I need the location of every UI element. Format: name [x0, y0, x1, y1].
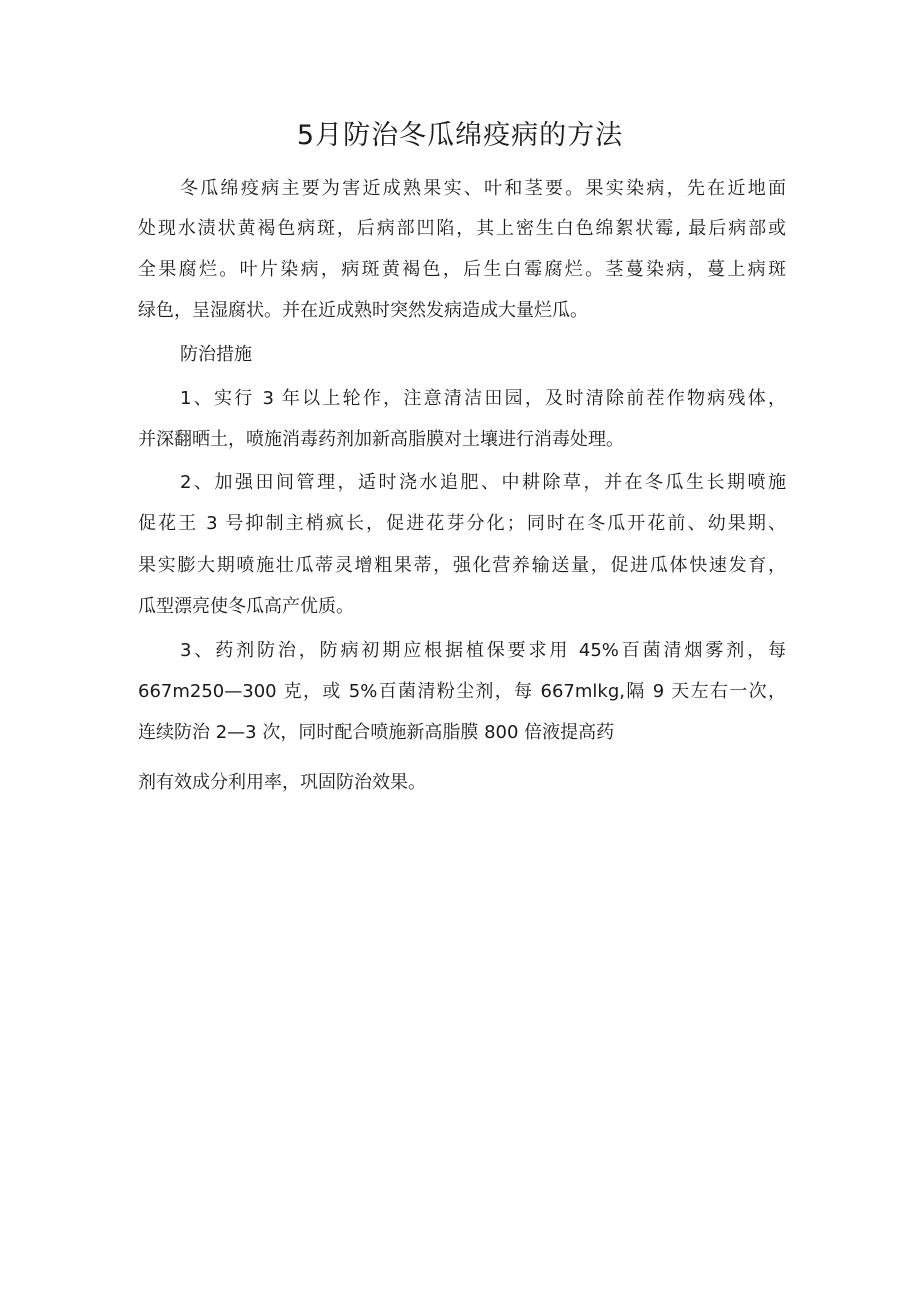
measure-3-line: 连续防治 2—3 次，同时配合喷施新高脂膜 800 倍液提高药: [138, 722, 615, 743]
intro-line: 冬瓜绵疫病主要为害近成熟果实、叶和茎要。果实染病，先在近地面: [180, 178, 786, 199]
measure-1-line: 并深翻晒土，喷施消毒药剂加新高脂膜对土壤进行消毒处理。: [138, 429, 624, 450]
intro-line: 全果腐烂。叶片染病，病斑黄褐色，后生白霉腐烂。茎蔓染病，蔓上病斑: [138, 259, 786, 280]
section-heading: 防治措施: [180, 344, 252, 365]
document-title: 5月防治冬瓜绵疫病的方法: [296, 120, 624, 151]
measure-3-line: 3、药剂防治，防病初期应根据植保要求用 45%百菌清烟雾剂，每: [180, 640, 786, 661]
measure-2-line: 果实膨大期喷施壮瓜蒂灵增粗果蒂，强化营养输送量，促进瓜体快速发育，: [138, 555, 786, 576]
measure-1-line: 1、实行 3 年以上轮作，注意清洁田园，及时清除前茬作物病残体，: [180, 388, 786, 409]
measure-3-line: 667m250—300 克，或 5%百菌清粉尘剂，每 667mlkg,隔 9 天左右一次，: [138, 681, 786, 702]
measure-2-line: 瓜型漂亮使冬瓜高产优质。: [138, 596, 354, 617]
intro-line: 处现水渍状黄褐色病斑，后病部凹陷，其上密生白色绵絮状霉, 最后病部或: [138, 218, 786, 239]
intro-line: 绿色，呈湿腐状。并在近成熟时突然发病造成大量烂瓜。: [138, 300, 588, 321]
measure-2-line: 2、加强田间管理，适时浇水追肥、中耕除草，并在冬瓜生长期喷施: [180, 472, 786, 493]
measure-2-line: 促花王 3 号抑制主梢疯长，促进花芽分化；同时在冬瓜开花前、幼果期、: [138, 513, 786, 534]
measure-3-line: 剂有效成分利用率，巩固防治效果。: [138, 772, 426, 793]
